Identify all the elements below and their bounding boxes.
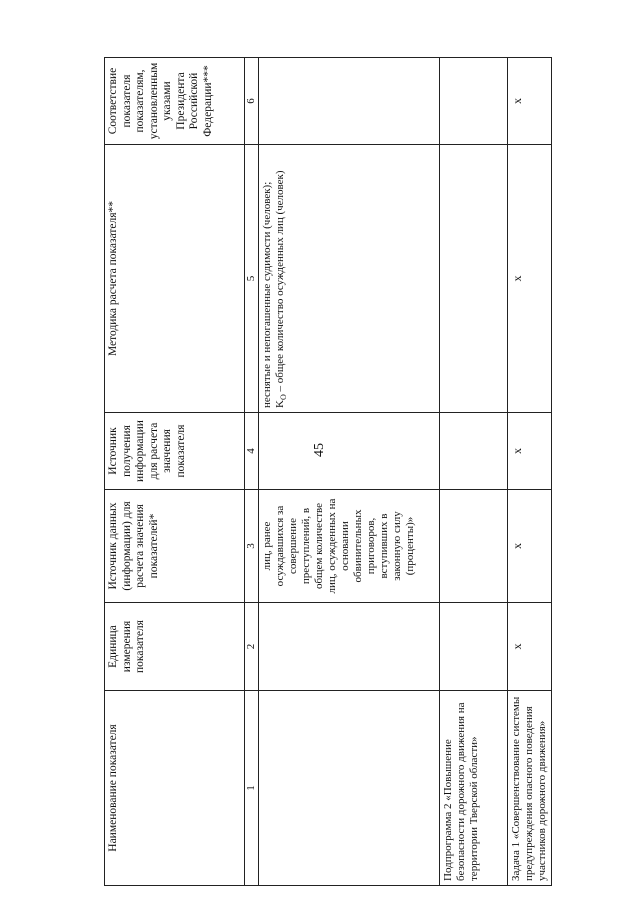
column-number: 5 (245, 145, 259, 413)
cell-unit: x (508, 603, 552, 691)
cell-compliance (440, 58, 508, 145)
cell-method: x (508, 145, 552, 413)
column-number: 3 (245, 490, 259, 603)
cell-unit (259, 603, 440, 691)
cell-method (259, 145, 440, 413)
header-method: Методика расчета показателя** (105, 145, 245, 413)
page-number: 45 (312, 443, 327, 457)
cell-data-source: x (508, 490, 552, 603)
table-row-subprogram (440, 58, 508, 886)
header-unit: Единица измерения показателя (105, 603, 245, 691)
cell-compliance: x (508, 58, 552, 145)
indicators-table (104, 57, 552, 886)
header-info-source: Источник получения информации для расчета значения показателя (105, 413, 245, 490)
column-number: 4 (245, 413, 259, 490)
cell-info-source (259, 413, 440, 490)
cell-info-source: x (508, 413, 552, 490)
header-row (105, 58, 245, 886)
header-indicator-name: Наименование показателя (105, 691, 245, 886)
cell-method (440, 145, 508, 413)
table-row-continuation (259, 58, 440, 886)
header-compliance: Соответствие показателя показателям, установленным указами Президента Российской Федерации*** (105, 58, 245, 145)
header-data-source: Источник данных (информации) для расчета значения показателей* (105, 490, 245, 603)
cell-name: Подпрограмма 2 «Повышение безопасности дорожного движения на территории Тверской области» (440, 691, 508, 886)
column-number: 1 (245, 691, 259, 886)
method-k-symbol: K (273, 400, 286, 408)
method-k-text: – общее количество осужденных лиц (человек) (273, 170, 286, 395)
cell-name (259, 691, 440, 886)
method-line1: неснятые и непогашенные судимости (человек); (261, 181, 273, 408)
cell-info-source (440, 413, 508, 490)
rotated-table-container (104, 58, 548, 886)
column-number: 6 (245, 58, 259, 145)
cell-compliance (259, 58, 440, 145)
cell-data-source (440, 490, 508, 603)
column-numbers-row (245, 58, 259, 886)
column-number: 2 (245, 603, 259, 691)
method-k-subscript: O (279, 394, 289, 401)
cell-name: Задача 1 «Совершенствование системы предупреждения опасного поведения участников дорожного движения» (508, 691, 552, 886)
cell-unit (440, 603, 508, 691)
table-row-task (508, 58, 552, 886)
cell-data-source: лиц, ранее осуждавшихся за совершение преступлений, в общем количестве лиц, осужденных на основании обвинительных приговоров, вступивших в законную силу (проценты)» (259, 490, 440, 603)
